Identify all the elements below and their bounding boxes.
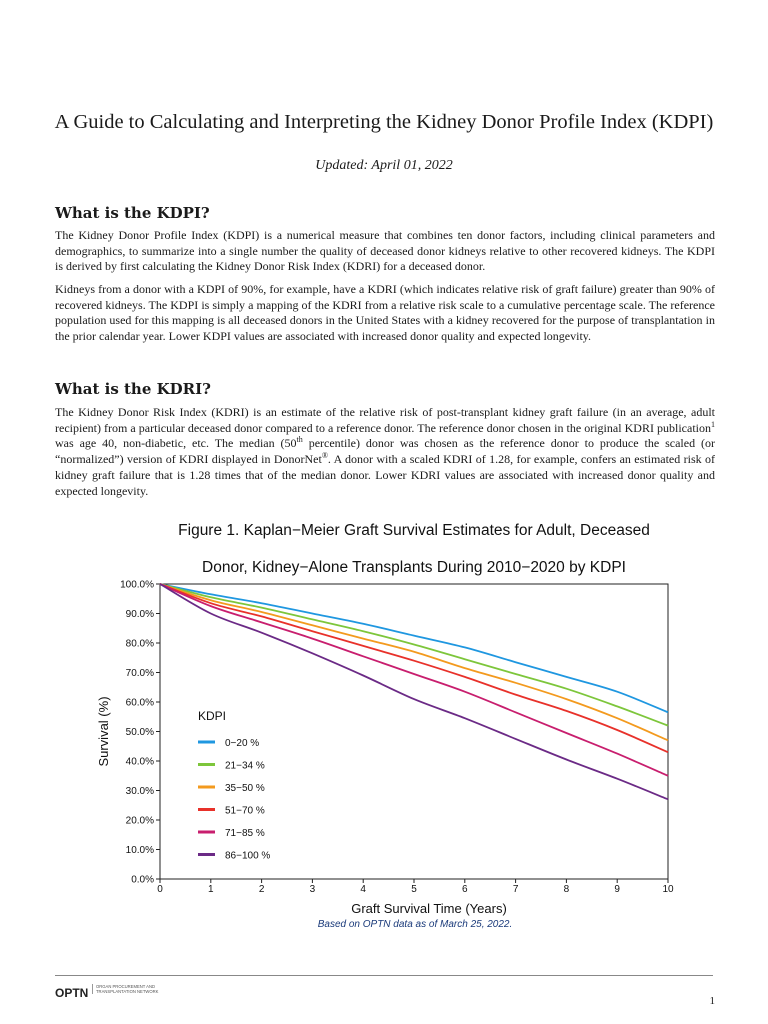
series-line-3 <box>160 584 668 740</box>
y-tick-label: 0.0% <box>131 874 154 886</box>
footer-divider <box>55 975 713 976</box>
page-number: 1 <box>709 995 715 1007</box>
y-tick-label: 100.0% <box>120 579 154 591</box>
series-line-4 <box>160 584 668 752</box>
document-title: A Guide to Calculating and Interpreting the Kidney Donor Profile Index (KDPI) <box>54 111 714 133</box>
legend-label: 51−70 % <box>225 805 265 817</box>
section-heading-kdpi: What is the KDPI? <box>55 204 210 222</box>
x-tick-label: 7 <box>512 884 519 895</box>
y-tick-label: 40.0% <box>125 756 154 768</box>
x-tick-label: 9 <box>614 884 620 895</box>
y-tick-label: 50.0% <box>125 727 154 738</box>
legend-label: 21−34 % <box>225 760 265 772</box>
x-tick-label: 0 <box>157 884 163 895</box>
y-tick-label: 90.0% <box>125 609 154 620</box>
y-axis-label: Survival (%) <box>96 696 111 767</box>
x-tick-label: 8 <box>563 884 570 895</box>
updated-date: Updated: April 01, 2022 <box>315 158 453 173</box>
paragraph-kdpi-example: Kidneys from a donor with a KDPI of 90%, for example, have a KDRI (which indicates relative risk of graft failure) greater than 90% of recovered kidneys. The KDPI is simply a mapping of the KDRI from a relative risk scale to a cumulative percentage scale. The reference population used for this mapping is all deceased donors in the United States with a kidney recovered for the purpose of transplantation in the prior calendar year. Lower KDPI values are associated with increased donor quality and expected longevity. <box>55 282 715 344</box>
y-tick-label: 80.0% <box>125 638 154 650</box>
paragraph-kdri-definition: The Kidney Donor Risk Index (KDRI) is an estimate of the relative risk of post-transplant kidney graft failure (in an average, adult recipient) from a particular deceased donor compared to a reference donor. The reference donor chosen in the original KDRI publication$^1$ was age 40, non-diabetic, etc. The median (50th percentile) donor was chosen as the reference donor to produce the scaled (or “normalized”) version of KDRI displayed in DonorNet®. A donor with a scaled KDRI of 1.28, for example, confers an estimated risk of kidney graft failure that is 1.28 times that of the median donor. Lower KDRI values are associated with increased donor quality and expected longevity. <box>55 405 715 498</box>
legend-label: 71−85 % <box>225 828 265 839</box>
figure-title-line-1: Figure 1. Kaplan−Meier Graft Survival Estimates for Adult, Deceased <box>178 522 650 539</box>
figure-title-line-2: Donor, Kidney−Alone Transplants During 2010−2020 by KDPI <box>202 559 626 576</box>
x-tick-label: 4 <box>360 884 366 895</box>
y-tick-label: 60.0% <box>125 697 154 709</box>
x-tick-label: 5 <box>411 884 417 895</box>
paragraph-kdpi-definition: The Kidney Donor Profile Index (KDPI) is a numerical measure that combines ten donor factors, including clinical parameters and demographics, to summarize into a single number the quality of deceased donor kidneys relative to other recovered kidneys. The KDPI is derived by first calculating the Kidney Donor Risk Index (KDRI) for a deceased donor. <box>55 228 715 274</box>
optn-logo-subtitle: ORGAN PROCUREMENT AND TRANSPLANTATION NETWORK <box>92 984 186 994</box>
section-heading-kdri: What is the KDRI? <box>55 380 211 398</box>
x-axis-label: Graft Survival Time (Years) <box>351 901 507 916</box>
figure-note: Based on OPTN data as of March 25, 2022. <box>317 919 513 930</box>
series-line-2 <box>160 584 668 726</box>
x-tick-label: 6 <box>462 884 468 895</box>
x-tick-label: 1 <box>208 884 214 895</box>
legend-label: 86−100 % <box>225 850 271 862</box>
legend-label: 0−20 % <box>225 738 260 749</box>
x-tick-label: 2 <box>258 884 265 895</box>
y-tick-label: 70.0% <box>125 668 154 679</box>
y-tick-label: 20.0% <box>125 815 154 827</box>
optn-logo: OPTN <box>55 986 89 1000</box>
legend-label: 35−50 % <box>225 783 265 794</box>
x-tick-label: 10 <box>662 884 674 895</box>
x-tick-label: 3 <box>309 884 316 895</box>
legend-title: KDPI <box>198 709 227 723</box>
y-tick-label: 10.0% <box>125 845 154 856</box>
y-tick-label: 30.0% <box>125 786 154 797</box>
survival-chart <box>0 570 768 940</box>
